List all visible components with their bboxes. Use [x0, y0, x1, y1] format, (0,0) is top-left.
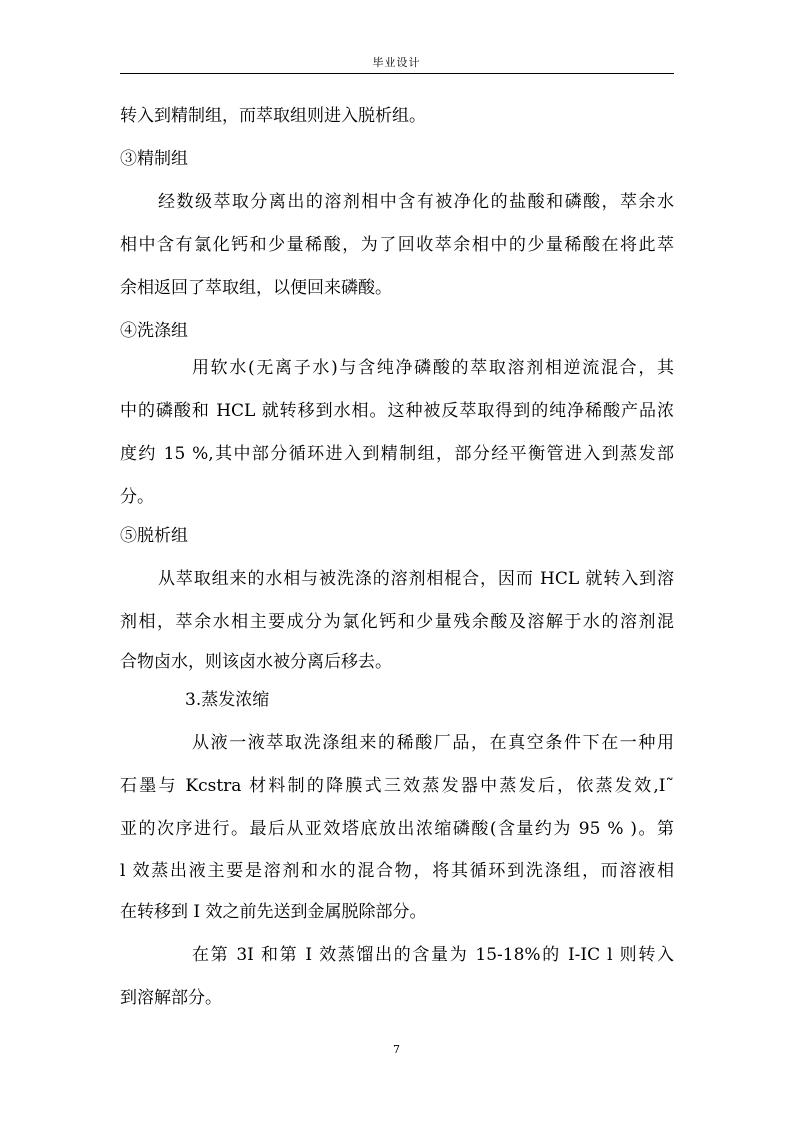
section-heading: ④洗涤组 — [120, 321, 188, 341]
paragraph-line: 剂相，萃余水相主要成分为氯化钙和少量残余酸及溶解于水的溶剂混 — [120, 612, 674, 632]
paragraph-line: 到溶解部分。 — [120, 988, 222, 1008]
paragraph-line: 在转移到 I 效之前先送到金属脱除部分。 — [120, 902, 427, 922]
paragraph-line: 亚的次序进行。最后从亚效塔底放出浓缩磷酸(含量约为 95 % )。第 — [120, 819, 674, 839]
paragraph-line: l 效蒸出液主要是溶剂和水的混合物，将其循环到洗涤组，而溶液相 — [120, 861, 674, 881]
paragraph-line: 转入到精制组，而萃取组则进入脱析组。 — [120, 106, 426, 126]
section-heading: 3.蒸发浓缩 — [185, 690, 270, 710]
paragraph-line: 度约 15 %,其中部分循环进入到精制组，部分经平衡管进入到蒸发部 — [120, 444, 674, 464]
paragraph-line: 石墨与 Kcstra 材料制的降膜式三效蒸发器中蒸发后，依蒸发效,I˜ — [120, 776, 674, 796]
paragraph-line: 中的磷酸和 HCL 就转移到水相。这种被反萃取得到的纯净稀酸产品浓 — [120, 401, 674, 421]
paragraph-line: 在第 3I 和第 I 效蒸馏出的含量为 15-18%的 I-IC l 则转入 — [192, 945, 674, 965]
paragraph-line: 用软水(无离子水)与含纯净磷酸的萃取溶剂相逆流混合，其 — [192, 358, 674, 378]
section-heading: ③精制组 — [120, 149, 188, 169]
paragraph-line: 经数级萃取分离出的溶剂相中含有被净化的盐酸和磷酸，萃余水 — [158, 192, 674, 212]
header-title: 毕业设计 — [372, 56, 421, 69]
paragraph-line: 合物卤水，则该卤水被分离后移去。 — [120, 652, 392, 672]
section-heading: ⑤脱析组 — [120, 526, 188, 546]
paragraph-line: 从萃取组来的水相与被洗涤的溶剂相棍合，因而 HCL 就转入到溶 — [158, 569, 674, 589]
paragraph-line: 余相返回了萃取组，以便回来磷酸。 — [120, 278, 392, 298]
paragraph-line: 分。 — [120, 487, 154, 507]
paragraph-line: 相中含有氯化钙和少量稀酸，为了回收萃余相中的少量稀酸在将此萃 — [120, 235, 674, 255]
page-number: 7 — [393, 1043, 400, 1056]
header-divider — [120, 73, 674, 74]
paragraph-line: 从液一液萃取洗涤组来的稀酸厂品，在真空条件下在一种用 — [192, 733, 674, 753]
